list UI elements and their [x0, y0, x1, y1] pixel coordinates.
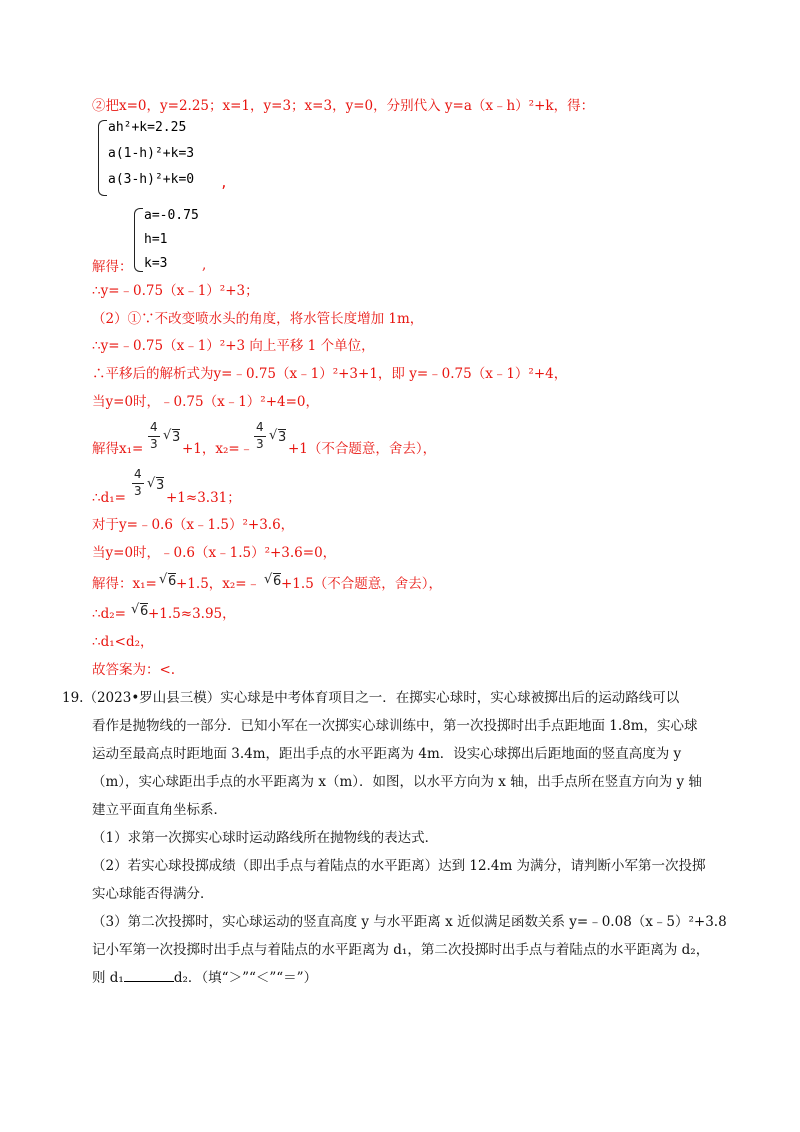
answer-line-roots-c: +1（不合题意，舍去）， [288, 441, 437, 457]
radical-icon: √ [264, 572, 273, 587]
sqrt-radicand: 3 [172, 430, 181, 445]
equation-row: a(3-h)²+k=0 [108, 172, 195, 187]
answer-line-d2-b: +1.5≈3.95， [148, 606, 236, 622]
sqrt-radicand: 3 [278, 430, 287, 445]
answer-line-second-parabola: 对于y=﹣0.6（x﹣1.5）²+3.6， [92, 517, 295, 533]
equation-row: a(1-h)²+k=3 [108, 146, 195, 161]
question-19-line: 19.（2023•罗山县三模）实心球是中考体育项目之一．在掷实心球时，实心球被掷出后的运动路线可以 [62, 690, 680, 706]
fraction-numerator: 4 [134, 467, 142, 481]
answer-line-compare: ∴d₁<d₂， [92, 634, 154, 650]
fill-suffix: d₂．（填“＞”“＜”“＝”） [173, 970, 318, 986]
question-19-sub3: （3）第二次投掷时，实心球运动的竖直高度 y 与水平距离 x 近似满足函数关系 y=﹣0.08（x﹣5）²+3.8 [92, 914, 727, 930]
solution-row: k=3 [144, 256, 168, 271]
question-19-sub1: （1）求第一次掷实心球时运动路线所在抛物线的表达式． [92, 830, 439, 846]
question-19-sub2: （2）若实心球投掷成绩（即出手点与着陆点的水平距离）达到 12.4m 为满分，请判断小军第一次投掷 [92, 858, 706, 874]
left-brace-icon [98, 120, 107, 196]
answer-line-roots2-b: +1.5，x₂=﹣ [176, 576, 261, 592]
equation-row: ah²+k=2.25 [108, 120, 187, 135]
sqrt-radicand: 3 [156, 478, 165, 493]
question-19-sub2-cont: 实心球能否得满分． [92, 886, 214, 902]
question-19-line: 建立平面直角坐标系． [92, 802, 227, 818]
answer-line-roots2-a: 解得：x₁= [92, 576, 157, 592]
sqrt-radicand: 6 [168, 574, 177, 589]
radical-icon: √ [163, 428, 172, 443]
question-19-line: （m），实心球距出手点的水平距离为 x（m）．如图，以水平方向为 x 轴，出手点所在竖直方向为 y 轴 [92, 774, 702, 790]
fraction-denominator: 3 [150, 437, 158, 451]
question-19-line: 运动至最高点时距地面 3.4m，距出手点的水平距离为 4m．设实心球掷出后距地面的竖直高度为 y [92, 746, 682, 762]
radical-icon: √ [147, 476, 156, 491]
radical-icon: √ [159, 572, 168, 587]
answer-comma: , [202, 257, 207, 273]
answer-line-part2: （2）①∵不改变喷水头的角度，将水管长度增加 1m， [92, 311, 424, 327]
answer-line-roots-a: 解得x₁= [92, 441, 144, 457]
question-19-line: 看作是抛物线的一部分．已知小军在一次掷实心球训练中，第一次投掷时出手点距地面 1.8m，实心球 [92, 718, 698, 734]
solution-row: h=1 [144, 232, 168, 247]
equation-system-1 [98, 118, 228, 198]
answer-label-solve: 解得： [92, 259, 133, 275]
question-19-sub3-cont: 记小军第一次投掷时出手点与着陆点的水平距离为 d₁，第二次投掷时出手点与着陆点的水平距离为 d₂， [92, 942, 710, 958]
sqrt-radicand: 6 [273, 574, 282, 589]
answer-line-result-1: ∴y=﹣0.75（x﹣1）²+3； [92, 283, 259, 299]
question-19-fill-line [92, 969, 317, 987]
radical-icon: √ [269, 428, 278, 443]
answer-blank[interactable] [124, 969, 174, 982]
sqrt-radicand: 6 [140, 604, 149, 619]
answer-line-when-zero: 当y=0时，﹣0.75（x﹣1）²+4=0， [92, 394, 320, 410]
solution-row: a=-0.75 [144, 208, 199, 223]
answer-line-shift: ∴y=﹣0.75（x﹣1）²+3 向上平移 1 个单位， [92, 338, 375, 354]
answer-line-d2-a: ∴d₂= [92, 606, 126, 622]
fill-prefix: 则 d₁ [92, 970, 124, 986]
answer-line-final: 故答案为：<. [92, 662, 176, 678]
answer-line-roots2-c: +1.5（不合题意，舍去）， [281, 576, 443, 592]
answer-line-translated: ∴平移后的解析式为y=﹣0.75（x﹣1）²+3+1，即 y=﹣0.75（x﹣1）²+4， [92, 366, 568, 382]
equation-system-2 [134, 206, 224, 274]
fraction-denominator: 3 [134, 484, 142, 498]
answer-line-second-zero: 当y=0时，﹣0.6（x﹣1.5）²+3.6=0， [92, 545, 337, 561]
answer-line-d1-a: ∴d₁= [92, 490, 126, 506]
fraction-numerator: 4 [256, 420, 264, 434]
answer-line-d1-b: +1≈3.31； [166, 490, 241, 506]
answer-line-roots-b: +1，x₂=﹣ [182, 441, 254, 457]
fraction-numerator: 4 [150, 420, 158, 434]
fraction-denominator: 3 [256, 437, 264, 451]
radical-icon: √ [131, 602, 140, 617]
answer-line-substitute: ②把x=0，y=2.25；x=1，y=3；x=3，y=0，分别代入 y=a（x﹣h）²+k，得： [92, 98, 595, 114]
equation-comma: , [220, 176, 228, 191]
left-brace-icon [134, 208, 143, 272]
